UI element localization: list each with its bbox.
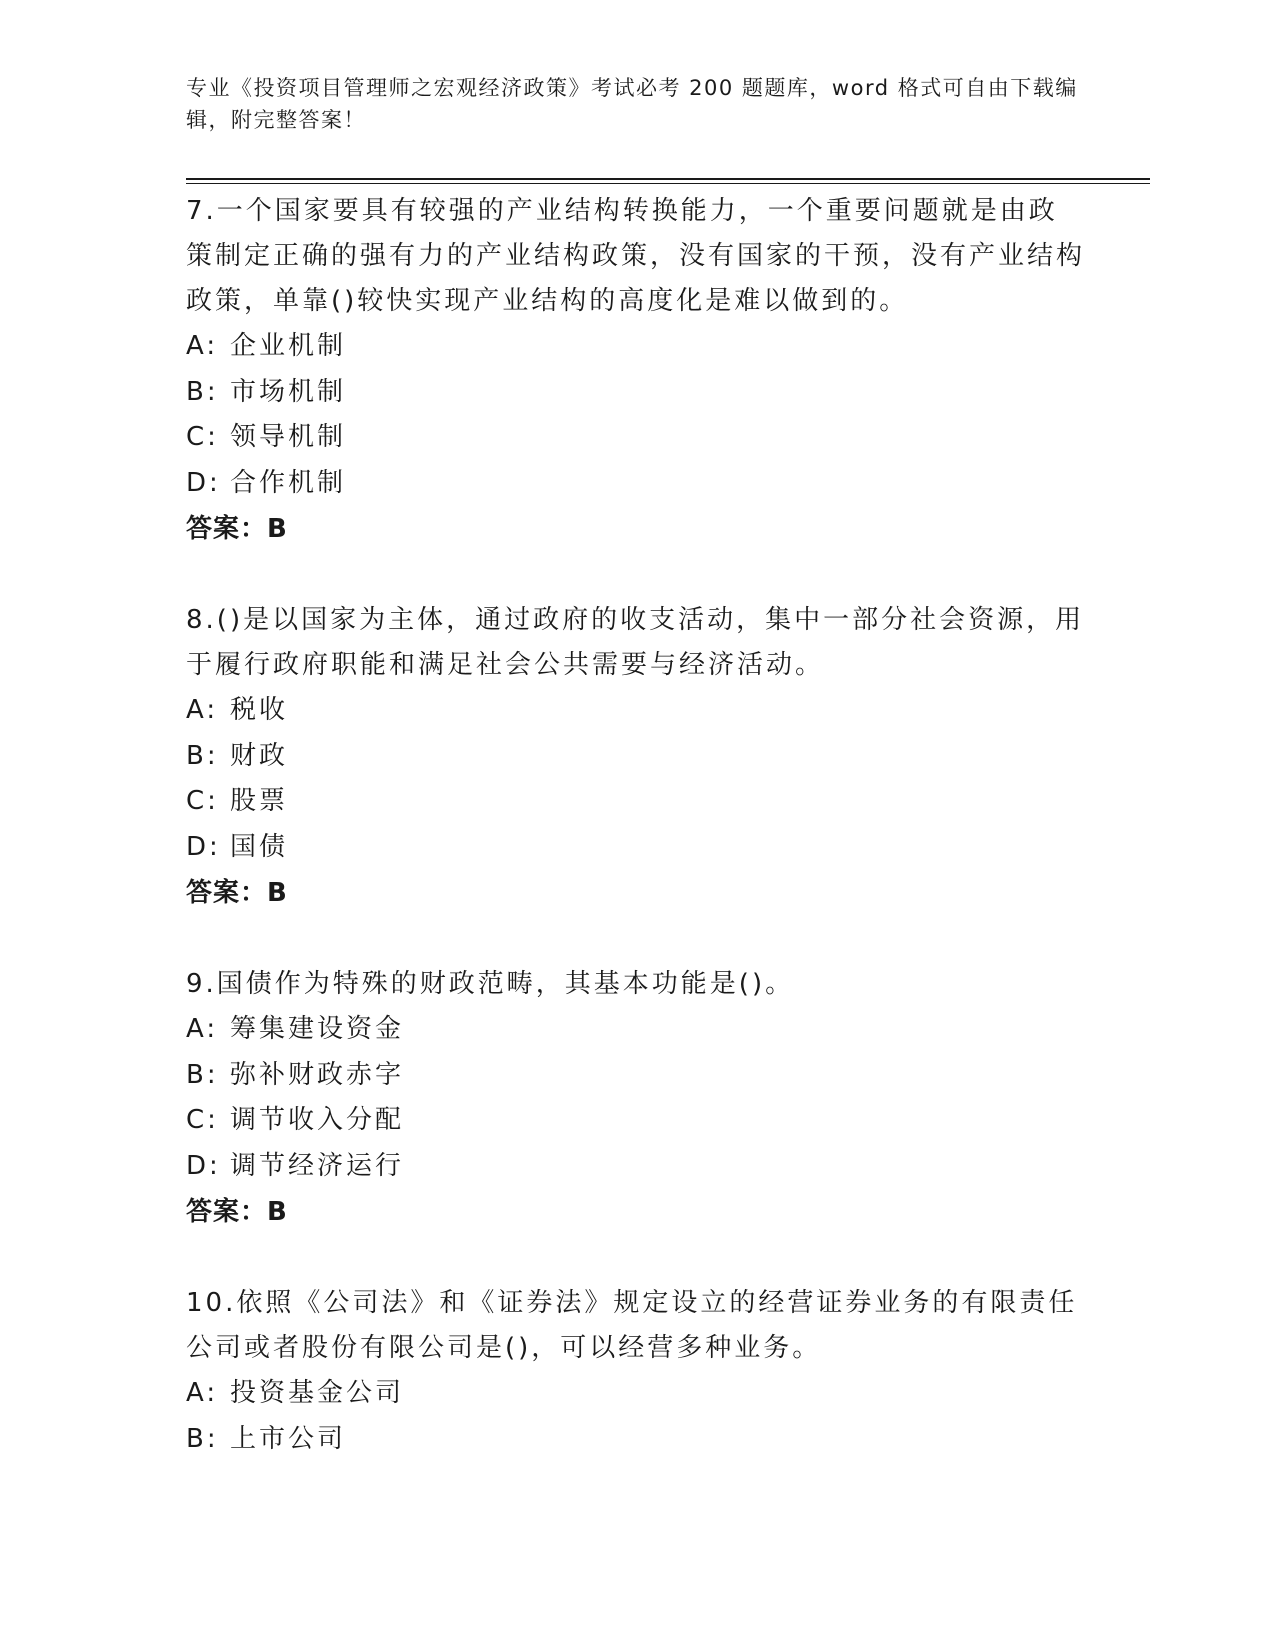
- option-d: [186, 1144, 1086, 1190]
- option-label: D:: [186, 467, 221, 498]
- option-text: 国债: [230, 831, 289, 862]
- option-label: B:: [186, 1059, 219, 1090]
- question-text: 9.国债作为特殊的财政范畴，其基本功能是()。: [186, 969, 795, 999]
- question-10: [186, 1281, 1086, 1462]
- option-c: [186, 415, 1086, 461]
- question-9: [186, 962, 1086, 1235]
- option-c: [186, 1098, 1086, 1144]
- option-label: B:: [186, 740, 219, 771]
- option-a: [186, 688, 1086, 734]
- question-text: 7.一个国家要具有较强的产业结构转换能力，一个重要问题就是由政策制定正确的强有力的产业结构政策，没有国家的干预，没有产业结构政策，单靠()较快实现产业结构的高度化是难以做到的。: [186, 196, 1086, 316]
- option-text: 弥补财政赤字: [230, 1059, 405, 1090]
- option-text: 调节收入分配: [230, 1105, 405, 1135]
- option-a: [186, 1007, 1086, 1053]
- option-b: [186, 370, 1086, 416]
- option-text: 税收: [230, 695, 289, 725]
- question-7: [186, 189, 1086, 552]
- option-b: [186, 1417, 1086, 1463]
- header-divider-thin: [186, 183, 1150, 184]
- option-label: C:: [186, 1105, 219, 1135]
- option-label: A:: [186, 695, 219, 725]
- option-text: 市场机制: [230, 376, 347, 407]
- option-c: [186, 779, 1086, 825]
- option-text: 企业机制: [230, 331, 347, 361]
- option-label: B:: [186, 376, 219, 407]
- option-d: [186, 825, 1086, 871]
- option-label: C:: [186, 422, 219, 452]
- header-divider-thick: [186, 178, 1150, 180]
- question-8: [186, 598, 1086, 916]
- option-text: 投资基金公司: [230, 1378, 405, 1408]
- option-text: 股票: [230, 786, 289, 816]
- option-label: B:: [186, 1423, 219, 1454]
- answer-line: 答案：B: [186, 1197, 288, 1227]
- option-d: [186, 461, 1086, 507]
- question-text: 10.依照《公司法》和《证券法》规定设立的经营证券业务的有限责任公司或者股份有限公司是()，可以经营多种业务。: [186, 1288, 1078, 1363]
- option-b: [186, 734, 1086, 780]
- option-label: D:: [186, 1150, 221, 1181]
- option-text: 上市公司: [230, 1423, 347, 1454]
- answer-line: 答案：B: [186, 878, 288, 908]
- option-text: 调节经济运行: [230, 1150, 405, 1181]
- option-text: 合作机制: [230, 467, 347, 498]
- option-b: [186, 1053, 1086, 1099]
- question-list: [186, 189, 1086, 1508]
- answer-line: 答案：B: [186, 514, 288, 544]
- option-a: [186, 1371, 1086, 1417]
- option-text: 筹集建设资金: [230, 1014, 405, 1044]
- option-label: A:: [186, 1378, 219, 1408]
- option-text: 领导机制: [230, 422, 347, 452]
- option-label: C:: [186, 786, 219, 816]
- option-label: D:: [186, 831, 221, 862]
- option-label: A:: [186, 1014, 219, 1044]
- option-label: A:: [186, 331, 219, 361]
- question-text: 8.()是以国家为主体，通过政府的收支活动，集中一部分社会资源，用于履行政府职能和满足社会公共需要与经济活动。: [186, 605, 1085, 680]
- option-text: 财政: [230, 740, 289, 771]
- document-header: 专业《投资项目管理师之宏观经济政策》考试必考 200 题题库，word 格式可自由下载编辑，附完整答案！: [186, 76, 1078, 132]
- option-a: [186, 324, 1086, 370]
